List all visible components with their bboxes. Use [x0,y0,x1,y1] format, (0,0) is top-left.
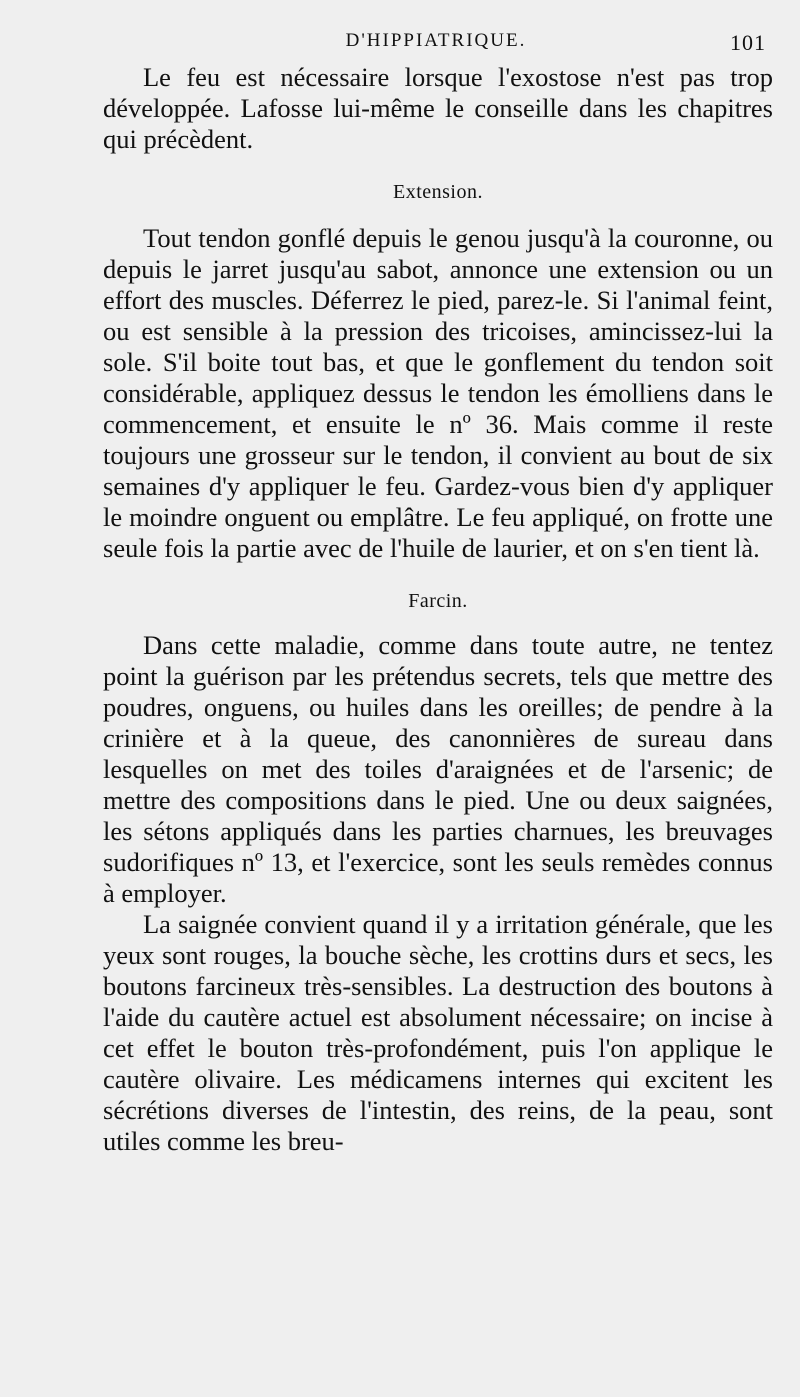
page-number: 101 [730,30,766,55]
paragraph-intro: Le feu est nécessaire lorsque l'exostose n'est pas trop développée. Lafosse lui-même le conseille dans les chapitres qui précèdent. [103,62,773,154]
paragraph-farcin-1: Dans cette maladie, comme dans toute autre, ne tentez point la guérison par les prétendus secrets, tels que mettre des poudres, onguens, ou huiles dans les oreilles; de pendre à la crinière et à la queue, des canonnières de sureau dans lesquelles on met des toiles d'araignées et de l'arsenic; de mettre des compositions dans le pied. Une ou deux saignées, les sétons appliqués dans les parties charnues, les breuvages sudorifiques nº 13, et l'exercice, sont les seuls remèdes connus à employer. [103,630,773,908]
running-title: D'HIPPIATRIQUE. [345,30,527,51]
page-header [100,30,772,60]
section-heading-farcin: Farcin. [408,590,468,612]
section-heading-extension: Extension. [393,181,483,203]
paragraph-farcin-2: La saignée convient quand il y a irritation générale, que les yeux sont rouges, la bouche sèche, les crottins durs et secs, les boutons farcineux très-sensibles. La destruction des boutons à l'aide du cautère actuel est absolument nécessaire; on incise à cet effet le bouton très-profondément, puis l'on applique le cautère olivaire. Les médicamens internes qui excitent les sécrétions diverses de l'intestin, des reins, de la peau, sont utiles comme les breu- [103,909,773,1156]
page-body [103,62,773,1157]
paragraph-extension: Tout tendon gonflé depuis le genou jusqu'à la couronne, ou depuis le jarret jusqu'au sabot, annonce une extension ou un effort des muscles. Déferrez le pied, parez-le. Si l'animal feint, ou est sensible à la pression des tricoises, amincissez-lui la sole. S'il boite tout bas, et que le gonflement du tendon soit considérable, appliquez dessus le tendon les émolliens dans le commencement, et ensuite le nº 36. Mais comme il reste toujours une grosseur sur le tendon, il convient au bout de six semaines d'y appliquer le feu. Gardez-vous bien d'y appliquer le moindre onguent ou emplâtre. Le feu appliqué, on frotte une seule fois la partie avec de l'huile de laurier, et on s'en tient là. [103,223,773,563]
